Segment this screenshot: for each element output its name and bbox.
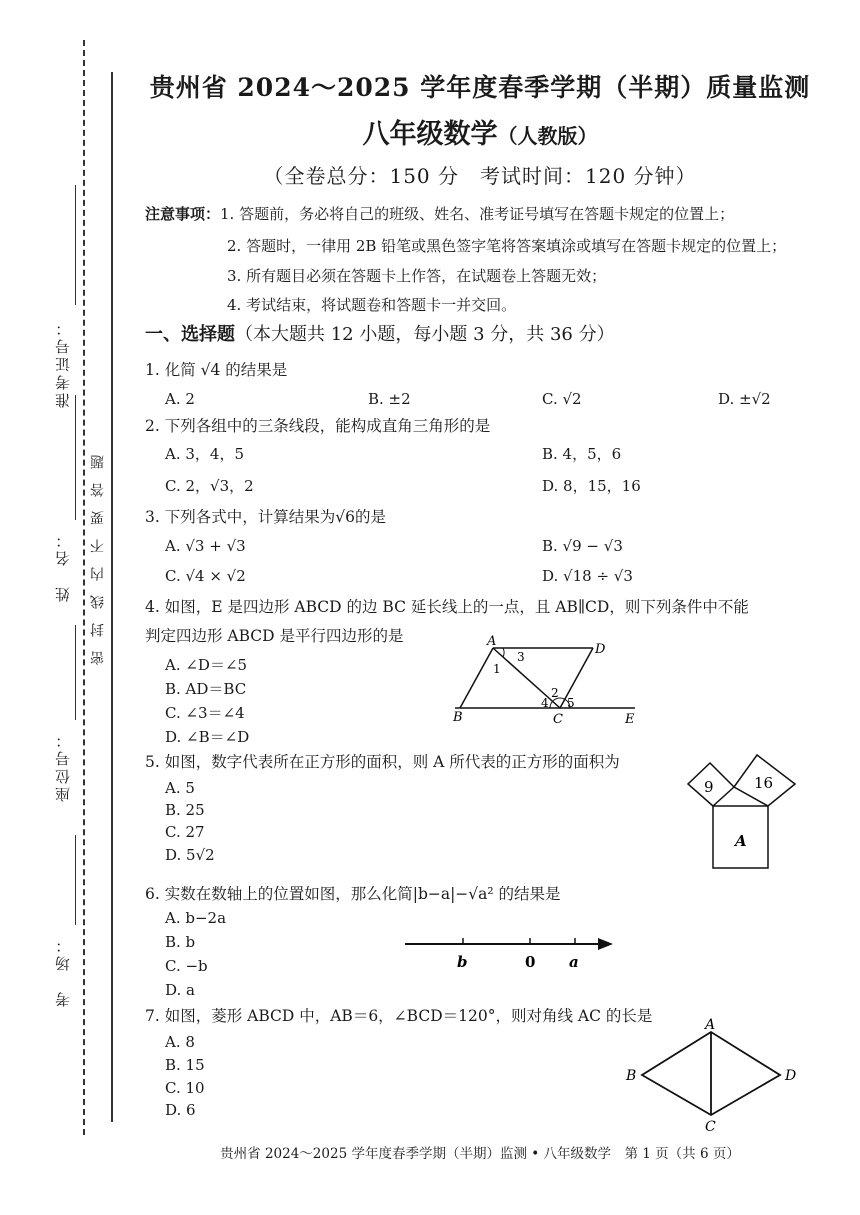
subject-title: [120, 112, 840, 151]
question-2-stem: 2. 下列各组中的三条线段，能构成直角三角形的是: [145, 417, 491, 435]
q7-option-a: A. 8: [165, 1033, 195, 1051]
binding-solid-line: [111, 72, 113, 1122]
q5-option-d: D. 5√2: [165, 846, 215, 864]
q5-option-a: A. 5: [165, 779, 195, 797]
fig5-square-a: A: [735, 832, 747, 850]
fig5-square-9: 9: [704, 778, 714, 796]
exam-id-line: [75, 185, 76, 305]
question-6-stem: 6. 实数在数轴上的位置如图，那么化简|b−a|−√a² 的结果是: [145, 885, 561, 903]
section-title: 一、选择题: [145, 324, 235, 345]
q3-option-a: A. √3 + √3: [165, 537, 246, 555]
edition: （人教版）: [497, 124, 598, 148]
binding-dashed-line: [83, 40, 85, 1135]
seat-line: [75, 625, 76, 720]
fig6-label-a: a: [569, 953, 579, 971]
q4-option-a: A. ∠D＝∠5: [165, 656, 248, 674]
fig4-label-e: E: [625, 712, 635, 727]
fig4-label-c: C: [553, 712, 563, 727]
q3-option-b: B. √9 − √3: [542, 537, 623, 555]
question-7-stem: 7. 如图，菱形 ABCD 中，AB＝6，∠BCD＝120°，则对角线 AC 的长是: [145, 1007, 653, 1025]
figure-q4-parallelogram: [445, 633, 645, 728]
fig5-square-16: 16: [754, 774, 774, 792]
q5-option-b: B. 25: [165, 801, 205, 819]
q4-option-d: D. ∠B＝∠D: [165, 728, 250, 746]
fig7-label-b: B: [626, 1068, 637, 1084]
page-footer: 贵州省 2024～2025 学年度春季学期（半期）监测 • 八年级数学 第 1 页（共 6 页）: [220, 1146, 740, 1162]
exam-id-label: 准考证号：: [54, 318, 72, 408]
q1-option-c: C. √2: [542, 390, 582, 408]
fig7-label-c: C: [705, 1119, 716, 1135]
figure-q5-squares: [680, 748, 805, 873]
q7-option-c: C. 10: [165, 1079, 205, 1097]
fig6-label-zero: 0: [525, 953, 536, 971]
seat-label: 座位号：: [54, 730, 72, 802]
notice-item: 2. 答题时，一律用 2B 铅笔或黑色签字笔将答案填涂或填写在答题卡规定的位置上；: [227, 237, 787, 255]
q1-option-b: B. ±2: [368, 390, 411, 408]
notice-item: 3. 所有题目必须在答题卡上作答，在试题卷上答题无效；: [227, 267, 607, 285]
q2-option-c: C. 2，√3，2: [165, 477, 254, 495]
q6-option-a: A. b−2a: [165, 909, 227, 927]
figure-q7-rhombus: [620, 1015, 805, 1135]
q6-option-d: D. a: [165, 981, 195, 999]
exam-subtitle: （全卷总分：150 分 考试时间：120 分钟）: [263, 164, 697, 188]
q7-option-d: D. 6: [165, 1101, 196, 1119]
room-line: [75, 835, 76, 925]
q5-option-c: C. 27: [165, 823, 205, 841]
notice-item: 1. 答题前，务必将自己的班级、姓名、准考证号填写在答题卡规定的位置上；: [220, 205, 735, 223]
room-label: 考 场：: [54, 935, 72, 1007]
fig7-label-a: A: [705, 1017, 716, 1033]
question-4-stem-cont: 判定四边形 ABCD 是平行四边形的是: [145, 627, 404, 645]
name-line: [75, 395, 76, 520]
notice-label: 注意事项：: [145, 205, 221, 223]
name-label: 姓 名：: [54, 530, 72, 602]
q1-option-d: D. ±√2: [718, 390, 771, 408]
fig4-label-d: D: [595, 642, 606, 657]
notice-item: 4. 考试结束，将试题卷和答题卡一并交回。: [227, 296, 517, 314]
question-1-stem: 1. 化简 √4 的结果是: [145, 361, 288, 379]
fig4-angle-3: 3: [517, 650, 525, 664]
question-5-stem: 5. 如图，数字代表所在正方形的面积，则 A 所代表的正方形的面积为: [145, 753, 620, 771]
notice-line-1: [145, 203, 734, 224]
section-desc: （本大题共 12 小题，每小题 3 分，共 36 分）: [235, 324, 615, 345]
fig4-angle-1: 1: [493, 662, 501, 676]
q7-option-b: B. 15: [165, 1056, 205, 1074]
fig7-label-d: D: [785, 1068, 797, 1084]
figure-q6-number-line: [400, 930, 620, 975]
fig4-angle-2: 2: [551, 686, 559, 700]
q6-option-b: B. b: [165, 933, 196, 951]
q2-option-a: A. 3，4，5: [165, 445, 244, 463]
q4-option-c: C. ∠3＝∠4: [165, 704, 245, 722]
seal-warning: 密 封 线 内 不 要 答 题: [90, 455, 106, 665]
q2-option-b: B. 4，5，6: [542, 445, 622, 463]
section-heading: [145, 320, 615, 346]
fig4-angle-4: 4: [541, 696, 549, 710]
fig6-label-b: b: [457, 953, 468, 971]
fig4-label-b: B: [453, 710, 463, 725]
fig4-label-a: A: [487, 634, 497, 649]
q3-option-d: D. √18 ÷ √3: [542, 567, 633, 585]
q6-option-c: C. −b: [165, 957, 208, 975]
q2-option-d: D. 8，15，16: [542, 477, 641, 495]
q3-option-c: C. √4 × √2: [165, 567, 246, 585]
q4-option-b: B. AD＝BC: [165, 680, 247, 698]
subject: 八年级数学: [362, 119, 498, 150]
exam-title: 贵州省 2024～2025 学年度春季学期（半期）质量监测: [149, 73, 811, 102]
fig4-angle-5: 5: [567, 696, 575, 710]
question-4-stem: 4. 如图，E 是四边形 ABCD 的边 BC 延长线上的一点，且 AB∥CD，则下列条件中不能: [145, 598, 749, 616]
q1-option-a: A. 2: [165, 390, 195, 408]
question-3-stem: 3. 下列各式中，计算结果为√6的是: [145, 508, 386, 526]
